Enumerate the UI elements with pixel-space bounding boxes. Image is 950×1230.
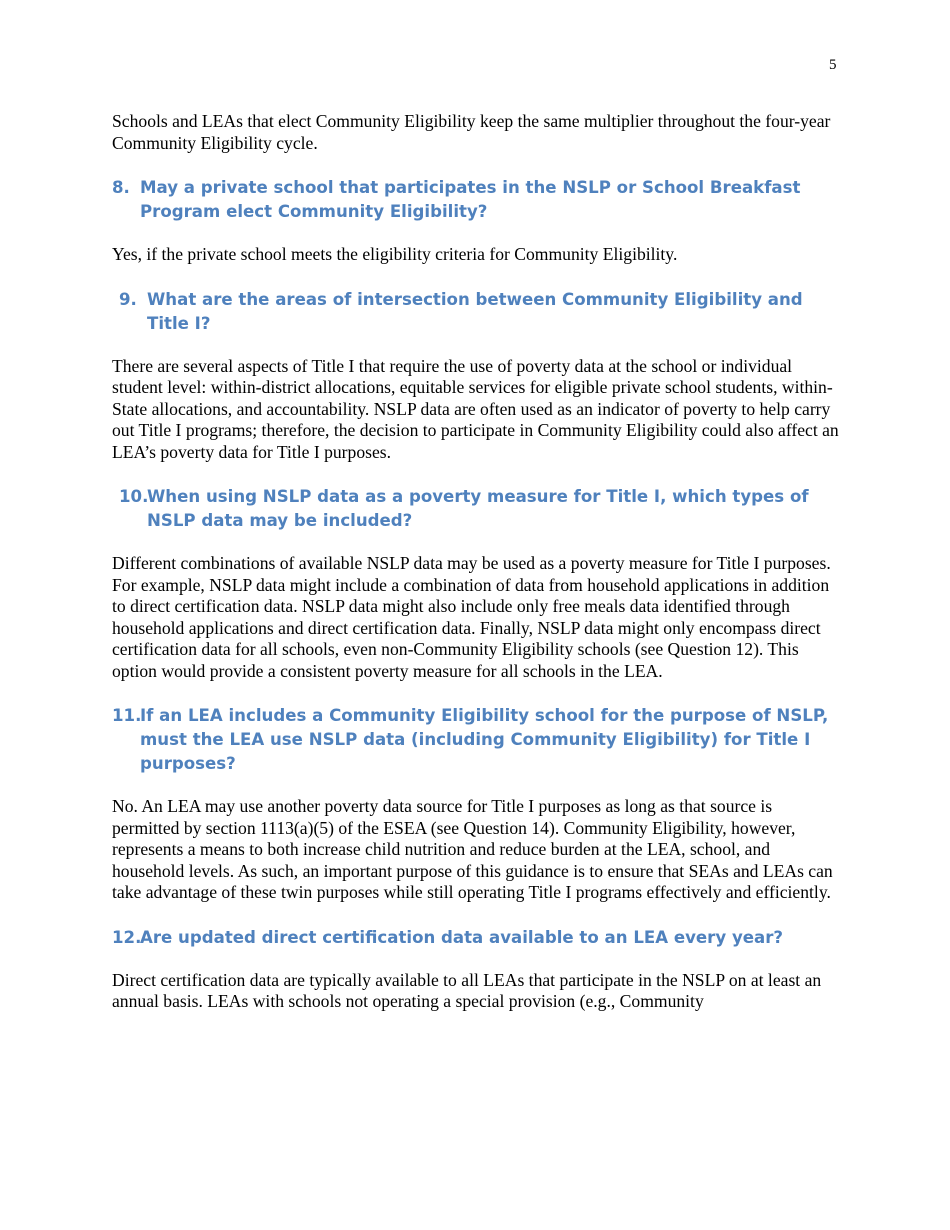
question-heading-10 bbox=[112, 485, 842, 533]
question-number: 10. bbox=[119, 487, 149, 506]
question-text: May a private school that participates in the NSLP or School Breakfast Program elect Community Eligibility? bbox=[140, 178, 801, 221]
question-number: 12. bbox=[112, 927, 142, 947]
answer-paragraph-8: Yes, if the private school meets the eligibility criteria for Community Eligibility. bbox=[112, 244, 678, 264]
question-text: What are the areas of intersection between Community Eligibility and Title I? bbox=[147, 289, 803, 333]
page-number: 5 bbox=[829, 57, 837, 73]
document-body bbox=[112, 111, 842, 1013]
answer-paragraph-12: Direct certification data are typically available to all LEAs that participate in the NSLP on at least an annual basis. LEAs with schools not operating a special provision (e.g., Community bbox=[112, 969, 822, 1011]
question-number: 9. bbox=[119, 289, 137, 309]
question-text: Are updated direct certification data available to an LEA every year? bbox=[140, 927, 784, 947]
question-heading-11 bbox=[112, 704, 842, 776]
question-text: When using NSLP data as a poverty measure for Title I, which types of NSLP data may be included? bbox=[147, 487, 809, 530]
intro-paragraph: Schools and LEAs that elect Community Eligibility keep the same multiplier throughout the four-year Community Eligibility cycle. bbox=[112, 111, 831, 153]
answer-paragraph-11: No. An LEA may use another poverty data source for Title I purposes as long as that source is permitted by section 1113(a)(5) of the ESEA (see Question 14). Community Eligibility, however, represents a means to both increase child nutrition and reduce burden at the LEA, school, and household levels. As such, an important purpose of this guidance is to ensure that SEAs and LEAs can take advantage of these twin purposes while still operating Title I programs effectively and efficiently. bbox=[112, 796, 833, 902]
answer-paragraph-9: There are several aspects of Title I that require the use of poverty data at the school or individual student level: within-district allocations, equitable services for eligible private school students, within-State allocations, and accountability. NSLP data are often used as an indicator of poverty to help carry out Title I programs; therefore, the decision to participate in Community Eligibility could also affect an LEA’s poverty data for Title I purposes. bbox=[112, 355, 839, 462]
question-heading-12 bbox=[112, 926, 842, 950]
question-number: 11. bbox=[112, 706, 142, 725]
answer-paragraph-10: Different combinations of available NSLP data may be used as a poverty measure for Title I purposes. For example, NSLP data might include a combination of data from household applications in addition to direct certification data. NSLP data might also include only free meals data identified through household applications and direct certification data. Finally, NSLP data might only encompass direct certification data for all schools, even non-Community Eligibility schools (see Question 12). This option would provide a consistent poverty measure for all schools in the LEA. bbox=[112, 553, 831, 681]
question-heading-8 bbox=[112, 176, 842, 224]
question-number: 8. bbox=[112, 178, 130, 197]
question-text: If an LEA includes a Community Eligibility school for the purpose of NSLP, must the LEA use NSLP data (including Community Eligibility) for Title I purposes? bbox=[140, 706, 829, 773]
question-heading-9 bbox=[112, 288, 842, 336]
